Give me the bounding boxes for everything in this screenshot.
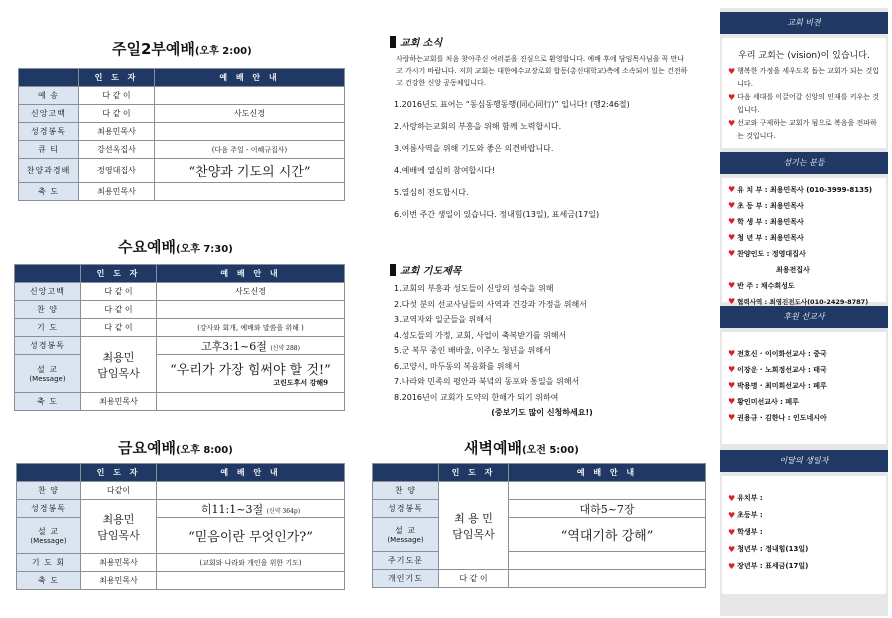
preacher-cell — [81, 337, 157, 393]
row-guide: 사도신경 — [157, 283, 345, 301]
header-blank — [19, 69, 79, 87]
table-row — [15, 283, 345, 301]
dawn-title — [464, 437, 579, 458]
table-row — [19, 159, 345, 183]
vision-item — [728, 65, 880, 91]
row-guide: (다음 주일 - 이혜규집사) — [155, 141, 345, 159]
heading-square-icon — [390, 36, 396, 48]
row-label: 축 도 — [19, 183, 79, 201]
row-label: 기 도 — [15, 319, 81, 337]
row-label — [17, 518, 81, 554]
vision-item — [728, 91, 880, 117]
heart-icon: ♥ — [728, 67, 736, 76]
heart-icon: ♥ — [728, 93, 736, 102]
row-guide: 사도신경 — [155, 105, 345, 123]
birthday-box — [722, 476, 886, 594]
preacher-title: 담임목사 — [97, 366, 140, 380]
dawn-title-text: 새벽예배 — [464, 439, 522, 457]
header-blank — [17, 464, 81, 482]
friday-title-text: 금요예배 — [118, 439, 176, 457]
row-leader: 다같이 — [81, 482, 157, 500]
row-label-sub: (Message) — [387, 536, 424, 544]
row-guide — [155, 87, 345, 105]
birthday-text: 청년부 : 정내힘(13일) — [737, 545, 809, 553]
heart-icon: ♥ — [728, 281, 736, 290]
missionary-box — [722, 332, 886, 444]
table-row — [15, 355, 345, 393]
row-label: 찬 양 — [17, 482, 81, 500]
prayer-list — [390, 281, 690, 421]
servants-heading: 섬기는 분들 — [720, 152, 888, 174]
header-guide: 예 배 안 내 — [509, 464, 706, 482]
table-row — [15, 393, 345, 411]
vision-item-text: 선교와 구제하는 교회가 됨으로 복음을 전파하는 것입니다. — [737, 119, 877, 140]
table-row — [19, 141, 345, 159]
table-row — [19, 123, 345, 141]
heart-icon: ♥ — [728, 494, 736, 503]
table-row — [19, 87, 345, 105]
sermon-cell: “역대기하 강해” — [509, 518, 706, 552]
row-guide: “찬양과 기도의 시간” — [155, 159, 345, 183]
birthday-item — [728, 507, 880, 524]
servant-item — [728, 262, 880, 278]
missionary-text: 전호신 · 이이화선교사 : 중국 — [737, 350, 827, 358]
preacher-title: 담임목사 — [97, 528, 140, 542]
row-label: 신앙고백 — [19, 105, 79, 123]
birthday-text: 초등부 : — [737, 511, 763, 519]
heart-icon: ♥ — [728, 365, 736, 374]
servant-text: 청 년 부 : 최용민목사 — [737, 234, 804, 242]
row-label: 축 도 — [17, 572, 81, 590]
birthday-text: 학생부 : — [737, 528, 763, 536]
row-label: 찬양과경배 — [19, 159, 79, 183]
row-guide — [155, 123, 345, 141]
row-label-main: 설 교 — [395, 526, 416, 535]
scripture-text: 고후3:1~6절 — [201, 339, 267, 353]
heart-icon: ♥ — [728, 413, 736, 422]
scripture-cell: 대하5~7장 — [509, 500, 706, 518]
prayer-heading-text: 교회 기도제목 — [400, 266, 462, 277]
news-item: 2.사랑하는교회의 부흥을 위해 함께 노력합시다. — [394, 122, 562, 131]
header-leader: 인 도 자 — [79, 69, 155, 87]
wednesday-title-text: 수요예배 — [118, 238, 176, 256]
prayer-item: 5.군 복무 중인 배바울, 이주노 청년을 위해서 — [394, 346, 551, 355]
table-row — [15, 337, 345, 355]
sermon-cell — [157, 355, 345, 393]
heart-icon: ♥ — [728, 528, 736, 537]
table-header — [15, 265, 345, 283]
table-row — [19, 105, 345, 123]
preacher-name: 최용민 — [102, 350, 135, 364]
preacher-title: 담임목사 — [452, 527, 495, 541]
friday-time: (오후 8:00) — [175, 445, 233, 456]
friday-title — [118, 437, 233, 458]
sermon-title: “우리가 가장 힘써야 할 것!” — [170, 363, 331, 378]
birthday-item — [728, 524, 880, 541]
servant-text: 학 생 부 : 최용민목사 — [737, 218, 804, 226]
servant-text: 최용전집사 — [776, 266, 810, 274]
table-header — [17, 464, 345, 482]
row-label: 예 송 — [19, 87, 79, 105]
row-label: 큐 티 — [19, 141, 79, 159]
scripture-cell — [157, 500, 345, 518]
preacher-name: 최용민 — [102, 512, 135, 526]
sunday-time: (오후 2:00) — [194, 46, 252, 57]
missionary-item — [728, 394, 880, 410]
vision-box — [722, 38, 886, 148]
row-guide: (강사와 회개, 예배와 말씀을 위해 ) — [157, 319, 345, 337]
birthday-heading: 이달의 생일자 — [720, 450, 888, 472]
vision-item-text: 행복한 가정을 세우도록 돕는 교회가 되는 것입니다. — [737, 67, 880, 88]
header-blank — [373, 464, 439, 482]
row-leader: 다 같 이 — [81, 283, 157, 301]
row-leader: 최용민목사 — [81, 393, 157, 411]
scripture-text: 히11:1~3절 — [200, 502, 264, 516]
servant-item — [728, 198, 880, 214]
row-label-sub: (Message) — [30, 537, 67, 545]
heart-icon: ♥ — [728, 381, 736, 390]
heart-icon: ♥ — [728, 511, 736, 520]
scripture-note: (신약 364p) — [266, 507, 301, 515]
friday-table — [16, 463, 345, 590]
birthday-item — [728, 558, 880, 575]
news-item: 6.이번 주간 생일이 있습니다. 정내힘(13일), 표세금(17일) — [394, 210, 600, 219]
news-section — [390, 34, 690, 221]
header-blank — [15, 265, 81, 283]
birthday-item — [728, 541, 880, 558]
servant-item — [728, 230, 880, 246]
row-guide — [157, 572, 345, 590]
prayer-note: (중보기도 많이 신청하세요!) — [491, 408, 593, 417]
prayer-item: 4.성도들의 가정, 교회, 사업이 축복받기를 위해서 — [394, 330, 567, 340]
sunday-table — [18, 68, 345, 201]
sunday-title — [112, 38, 252, 59]
header-guide: 예 배 안 내 — [157, 464, 345, 482]
row-leader: 다 같 이 — [81, 319, 157, 337]
header-guide: 예 배 안 내 — [155, 69, 345, 87]
missionary-text: 권용규 · 김한나 : 인도네시아 — [737, 414, 827, 422]
news-list — [390, 99, 690, 221]
table-row — [373, 518, 706, 552]
birthday-text: 장년부 : 표세금(17일) — [737, 562, 809, 570]
row-label: 성경봉독 — [15, 337, 81, 355]
prayer-item: 2.다섯 분의 선교사님들의 사역과 건강과 가정을 위해서 — [394, 299, 587, 309]
news-item: 1.2016년도 표어는 “동심동행동행(同心同行)” 입니다! (행2:46절) — [394, 100, 630, 109]
missionary-text: 이장운 · 노희정선교사 : 태국 — [737, 366, 827, 374]
news-item: 4.예배에 열심히 참여합시다! — [394, 166, 495, 175]
servant-text: 협력사역 : 최영진전도사(010-2429-8787) — [737, 298, 869, 306]
birthday-text: 유치부 : — [737, 494, 763, 502]
row-label — [373, 518, 439, 552]
servant-text: 반 주 : 채수희성도 — [737, 282, 795, 290]
header-leader: 인 도 자 — [81, 464, 157, 482]
row-guide — [509, 552, 706, 570]
prayer-item: 8.2016년이 교회가 도약의 한해가 되기 위하여 — [394, 392, 559, 402]
heading-square-icon — [390, 264, 396, 276]
news-item: 5.열심히 전도합시다. — [394, 188, 469, 197]
vision-intro: 우리 교회는 (vision)이 있습니다. — [738, 51, 870, 61]
table-row — [17, 500, 345, 518]
table-row — [373, 552, 706, 570]
row-guide — [157, 482, 345, 500]
table-row — [19, 183, 345, 201]
wednesday-time: (오후 7:30) — [175, 244, 233, 255]
news-intro: 사랑하는교회를 처음 찾아주신 여러분을 진심으로 환영합니다. 예배 후에 담임목사님을 꼭 만나고 가시기 바랍니다. 저희 교회는 대한예수교장로회 합동(총신대학교)측에 소속되어 있는 건전하고 건강한 신앙 공동체입니다. — [396, 55, 688, 87]
row-leader: 최용민목사 — [81, 554, 157, 572]
row-leader: 다 같 이 — [79, 87, 155, 105]
row-guide — [155, 183, 345, 201]
heart-icon: ♥ — [728, 249, 736, 258]
scripture-note: (신약 288) — [270, 344, 300, 352]
missionary-item — [728, 378, 880, 394]
servant-text: 초 등 부 : 최용민목사 — [737, 202, 804, 210]
row-label: 찬 양 — [373, 482, 439, 500]
missionary-text: 박용명 · 최미희선교사 : 페루 — [737, 382, 827, 390]
table-row — [373, 500, 706, 518]
sermon-ref: 고린도후서 강해9 — [273, 378, 328, 387]
table-row — [15, 301, 345, 319]
heart-icon: ♥ — [728, 562, 736, 571]
row-label-main: 설 교 — [37, 365, 58, 374]
vision-heading: 교회 비젼 — [720, 12, 888, 34]
row-label: 신앙고백 — [15, 283, 81, 301]
sermon-cell: “믿음이란 무엇인가?” — [157, 518, 345, 554]
row-label: 기 도 회 — [17, 554, 81, 572]
heart-icon: ♥ — [728, 119, 736, 128]
row-leader: 다 같 이 — [439, 570, 509, 588]
wednesday-title — [118, 236, 233, 257]
row-leader: 다 같 이 — [79, 105, 155, 123]
prayer-section — [390, 262, 690, 421]
birthday-item — [728, 490, 880, 507]
sidebar — [720, 8, 888, 616]
news-heading — [390, 34, 690, 49]
row-leader: 최용민목사 — [79, 183, 155, 201]
row-leader: 강선옥집사 — [79, 141, 155, 159]
heart-icon: ♥ — [728, 201, 736, 210]
servant-item — [728, 182, 880, 198]
row-label: 성경봉독 — [19, 123, 79, 141]
servant-item — [728, 246, 880, 262]
wednesday-table — [14, 264, 345, 411]
heart-icon: ♥ — [728, 217, 736, 226]
missionary-item — [728, 362, 880, 378]
row-label: 성경봉독 — [17, 500, 81, 518]
row-label — [15, 355, 81, 393]
servant-text: 유 치 부 : 최용민목사 (010-3999-8135) — [737, 186, 873, 194]
missionary-heading: 후원 선교사 — [720, 306, 888, 328]
row-label: 축 도 — [15, 393, 81, 411]
preacher-cell — [439, 482, 509, 570]
preacher-cell — [81, 500, 157, 554]
servants-box — [722, 178, 886, 306]
table-row — [17, 518, 345, 554]
table-header — [373, 464, 706, 482]
row-leader: 최용민목사 — [81, 572, 157, 590]
sunday-title-text: 주일2부예배 — [112, 40, 195, 58]
vision-item — [728, 117, 880, 143]
heart-icon: ♥ — [728, 297, 736, 306]
row-leader: 정영대집사 — [79, 159, 155, 183]
row-leader: 최용민목사 — [79, 123, 155, 141]
vision-item-text: 다음 세대를 이끌어갈 신앙의 인재를 키우는 것입니다. — [737, 93, 880, 114]
servant-text: 찬양인도 : 정영대집사 — [737, 250, 806, 258]
table-row — [15, 319, 345, 337]
table-row — [373, 570, 706, 588]
row-guide — [157, 301, 345, 319]
heart-icon: ♥ — [728, 545, 736, 554]
news-heading-text: 교회 소식 — [400, 38, 443, 49]
dawn-table — [372, 463, 706, 588]
prayer-item: 1.교회의 부흥과 성도들이 신앙의 성숙을 위해 — [394, 284, 554, 293]
dawn-time: (오전 5:00) — [521, 445, 579, 456]
row-guide — [509, 482, 706, 500]
prayer-item: 3.교역자와 일군들을 위해서 — [394, 315, 492, 324]
row-guide — [157, 393, 345, 411]
table-header — [19, 69, 345, 87]
prayer-item: 7.나라와 민족의 평안과 북녘의 동포와 통일을 위해서 — [394, 377, 580, 386]
table-row — [373, 482, 706, 500]
header-leader: 인 도 자 — [439, 464, 509, 482]
row-label-sub: (Message) — [29, 375, 66, 383]
prayer-item: 6.고양시, 마두동의 복음화를 위해서 — [394, 361, 520, 371]
table-row — [17, 572, 345, 590]
news-item: 3.여름사역을 위해 기도와 좋은 의견바랍니다. — [394, 144, 554, 153]
row-label: 개인기도 — [373, 570, 439, 588]
row-leader: 다 같 이 — [81, 301, 157, 319]
heart-icon: ♥ — [728, 349, 736, 358]
heart-icon: ♥ — [728, 185, 736, 194]
row-guide: (교회와 나라와 개인을 위한 기도) — [157, 554, 345, 572]
header-guide: 예 배 안 내 — [157, 265, 345, 283]
table-row — [17, 482, 345, 500]
missionary-item — [728, 346, 880, 362]
servant-item — [728, 214, 880, 230]
heart-icon: ♥ — [728, 397, 736, 406]
row-guide — [509, 570, 706, 588]
servant-item — [728, 278, 880, 294]
missionary-item — [728, 410, 880, 426]
row-label-main: 설 교 — [38, 527, 59, 536]
row-label: 찬 양 — [15, 301, 81, 319]
heart-icon: ♥ — [728, 233, 736, 242]
header-leader: 인 도 자 — [81, 265, 157, 283]
scripture-cell — [157, 337, 345, 355]
missionary-text: 황인미선교사 : 페루 — [737, 398, 799, 406]
table-row — [17, 554, 345, 572]
row-label: 성경봉독 — [373, 500, 439, 518]
preacher-name: 최 용 민 — [454, 511, 493, 525]
prayer-heading — [390, 262, 690, 277]
row-label: 주기도문 — [373, 552, 439, 570]
